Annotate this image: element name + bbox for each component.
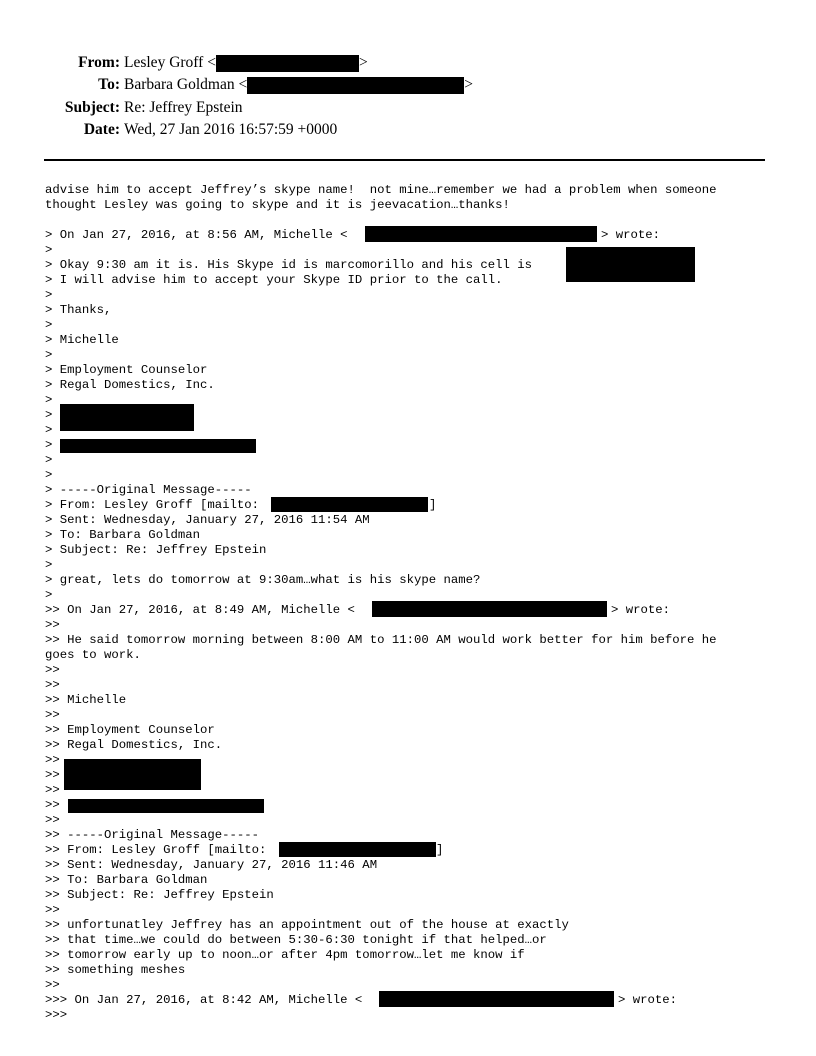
email-body <box>45 183 785 1023</box>
body-line-text: > Subject: Re: Jeffrey Epstein <box>45 543 267 557</box>
body-line <box>45 993 785 1008</box>
body-line <box>45 603 785 618</box>
body-line-text: > <box>45 243 53 257</box>
body-line-text: > <box>45 423 53 437</box>
redaction-box <box>372 601 607 617</box>
body-line <box>45 183 785 198</box>
body-line <box>45 438 785 453</box>
redaction-box <box>279 842 436 857</box>
body-line <box>45 948 785 963</box>
body-line <box>45 318 785 333</box>
body-line <box>45 273 785 288</box>
redaction-box <box>365 226 597 242</box>
body-line <box>45 498 785 513</box>
header-to-row <box>0 74 816 96</box>
body-line-text: thought Lesley was going to skype and it is jeevacation…thanks! <box>45 198 510 212</box>
body-line <box>45 258 785 273</box>
body-line <box>45 708 785 723</box>
date-label: Date: <box>83 120 120 138</box>
body-line-text: >> <box>45 903 60 917</box>
body-line-text: >> On Jan 27, 2016, at 8:49 AM, Michelle < <box>45 603 355 617</box>
body-line-text: >> <box>45 753 60 767</box>
body-line-text: >> <box>45 678 60 692</box>
body-line <box>45 813 785 828</box>
body-line <box>45 678 785 693</box>
body-line-text: goes to work. <box>45 648 141 662</box>
body-line <box>45 933 785 948</box>
body-line-text: >>> On Jan 27, 2016, at 8:42 AM, Michelle < <box>45 993 363 1007</box>
body-line-text: > <box>45 408 53 422</box>
body-line-text: > Regal Domestics, Inc. <box>45 378 215 392</box>
body-line <box>45 963 785 978</box>
body-line-text: > Okay 9:30 am it is. His Skype id is marcomorillo and his cell is <box>45 258 533 272</box>
body-line-suffix: ] <box>429 498 437 512</box>
body-line-text: > I will advise him to accept your Skype ID prior to the call. <box>45 273 503 287</box>
body-line-text: > From: Lesley Groff [mailto: <box>45 498 260 512</box>
email-header <box>0 52 816 141</box>
body-line <box>45 543 785 558</box>
body-line <box>45 783 785 798</box>
subject-value: Re: Jeffrey Epstein <box>124 98 243 116</box>
body-line <box>45 468 785 483</box>
body-line-text: >> -----Original Message----- <box>45 828 260 842</box>
body-line <box>45 888 785 903</box>
body-line-text: >> To: Barbara Goldman <box>45 873 208 887</box>
body-line-text: >> <box>45 663 60 677</box>
header-subject-row <box>0 97 816 119</box>
subject-label: Subject: <box>64 98 120 116</box>
body-line-text: >> Subject: Re: Jeffrey Epstein <box>45 888 274 902</box>
body-line <box>45 918 785 933</box>
redaction-box <box>379 991 614 1007</box>
to-name: Barbara Goldman < <box>124 76 248 94</box>
body-line <box>45 828 785 843</box>
body-line <box>45 633 785 648</box>
header-divider <box>44 159 765 161</box>
body-line <box>45 198 785 213</box>
body-line-text: >> <box>45 708 60 722</box>
to-value <box>124 74 473 96</box>
body-line-text: >> <box>45 813 60 827</box>
body-line-text: >> <box>45 768 60 782</box>
from-name: Lesley Groff < <box>124 54 216 71</box>
from-label: From: <box>78 54 120 71</box>
body-line <box>45 303 785 318</box>
header-from-row <box>0 52 816 74</box>
body-line-text: >> <box>45 798 60 812</box>
to-label: To: <box>98 76 120 94</box>
date-value: Wed, 27 Jan 2016 16:57:59 +0000 <box>124 120 338 138</box>
body-line-text: > great, lets do tomorrow at 9:30am…what is his skype name? <box>45 573 481 587</box>
body-line-text: > Sent: Wednesday, January 27, 2016 11:54 AM <box>45 513 370 527</box>
body-line <box>45 723 785 738</box>
body-line <box>45 288 785 303</box>
body-line-text: >> something meshes <box>45 963 186 977</box>
body-line <box>45 348 785 363</box>
body-line <box>45 528 785 543</box>
body-line-text: > <box>45 348 53 362</box>
body-line-text: > -----Original Message----- <box>45 483 252 497</box>
body-line-text: > Employment Counselor <box>45 363 208 377</box>
body-line <box>45 693 785 708</box>
body-line-suffix: ] <box>436 843 444 857</box>
body-line <box>45 858 785 873</box>
body-line-text: >> <box>45 618 60 632</box>
body-line <box>45 768 785 783</box>
body-line-text: > <box>45 318 53 332</box>
body-line <box>45 363 785 378</box>
body-line <box>45 843 785 858</box>
body-line-text: > <box>45 558 53 572</box>
body-line-text: > Thanks, <box>45 303 112 317</box>
body-line-text: >> Sent: Wednesday, January 27, 2016 11:46 AM <box>45 858 378 872</box>
body-line-text: >> From: Lesley Groff [mailto: <box>45 843 267 857</box>
body-line-text: > On Jan 27, 2016, at 8:56 AM, Michelle < <box>45 228 348 242</box>
body-line <box>45 513 785 528</box>
body-line <box>45 558 785 573</box>
header-date-row <box>0 119 816 141</box>
body-line-text: >> tomorrow early up to noon…or after 4pm tomorrow…let me know if <box>45 948 525 962</box>
body-line <box>45 573 785 588</box>
body-line <box>45 408 785 423</box>
redaction-box <box>60 439 256 453</box>
body-line-text: >>> <box>45 1008 68 1022</box>
body-line-text: > <box>45 588 53 602</box>
redaction-box <box>68 799 264 813</box>
redaction-box <box>247 77 464 94</box>
body-line <box>45 663 785 678</box>
body-line-suffix: > wrote: <box>601 228 661 242</box>
body-line-text: > Michelle <box>45 333 119 347</box>
body-line-suffix: > wrote: <box>611 603 671 617</box>
from-close: > <box>358 54 368 71</box>
body-line <box>45 423 785 438</box>
body-line <box>45 453 785 468</box>
redaction-box <box>216 55 359 72</box>
body-line <box>45 378 785 393</box>
body-line <box>45 903 785 918</box>
body-line <box>45 738 785 753</box>
body-line <box>45 873 785 888</box>
body-line-text: >> unfortunatley Jeffrey has an appointment out of the house at exactly <box>45 918 569 932</box>
body-line <box>45 228 785 243</box>
body-line-suffix: > wrote: <box>618 993 678 1007</box>
body-line <box>45 618 785 633</box>
body-line-text: >> Employment Counselor <box>45 723 215 737</box>
body-line <box>45 483 785 498</box>
body-line-text: > <box>45 438 53 452</box>
body-line-text: > <box>45 453 53 467</box>
body-line-text: > <box>45 288 53 302</box>
body-line-text: >> that time…we could do between 5:30-6:30 tonight if that helped…or <box>45 933 547 947</box>
body-line <box>45 798 785 813</box>
body-line-text: >> Michelle <box>45 693 127 707</box>
to-close: > <box>464 76 473 94</box>
body-line <box>45 648 785 663</box>
from-value <box>124 52 368 74</box>
body-line-text: advise him to accept Jeffrey’s skype name! not mine…remember we had a problem when someone <box>45 183 717 197</box>
body-line-text: > <box>45 468 53 482</box>
body-line-text: > To: Barbara Goldman <box>45 528 200 542</box>
body-line-text: > <box>45 393 53 407</box>
body-line-text: >> <box>45 978 60 992</box>
body-line <box>45 1008 785 1023</box>
body-line-text: >> He said tomorrow morning between 8:00 AM to 11:00 AM would work better for him before he <box>45 633 717 647</box>
body-line-text: >> Regal Domestics, Inc. <box>45 738 223 752</box>
body-line-text: >> <box>45 783 60 797</box>
body-line <box>45 333 785 348</box>
redaction-box <box>271 497 428 512</box>
